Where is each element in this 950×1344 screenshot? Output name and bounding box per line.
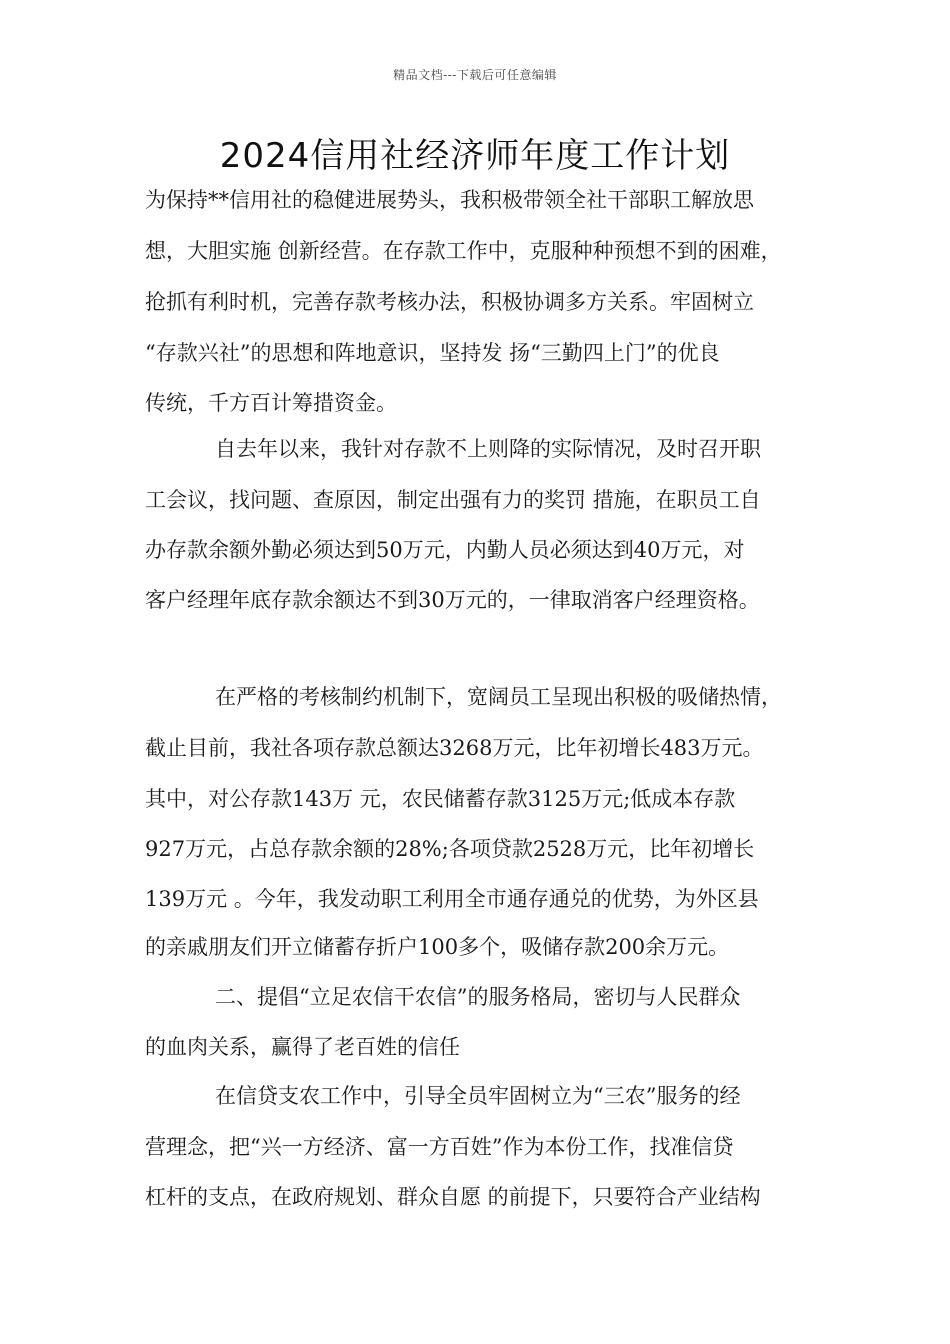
- header-note: 精品文档---下载后可任意编辑: [393, 68, 557, 82]
- text-line: 抢抓有利时机，完善存款考核办法，积极协调多方关系。牢固树立: [145, 290, 754, 314]
- section-heading: 二、提倡“立足农信干农信”的服务格局，密切与人民群众: [215, 985, 741, 1009]
- text-line: 想，大胆实施 创新经营。在存款工作中，克服种种预想不到的困难，: [145, 239, 782, 263]
- text-line: 办存款余额外勤必须达到50万元，内勤人员必须达到40万元，对: [145, 538, 745, 562]
- section-heading: 的血肉关系，赢得了老百姓的信任: [145, 1035, 460, 1059]
- text-line: 营理念，把“兴一方经济、富一方百姓”作为本份工作，找准信贷: [145, 1135, 734, 1159]
- text-line: 927万元，占总存款余额的28%;各项贷款2528万元，比年初增长: [145, 837, 755, 861]
- text-line: 的亲戚朋友们开立储蓄存折户100多个，吸储存款200余万元。: [145, 935, 730, 959]
- text-line: 其中，对公存款143万 元，农民储蓄存款3125万元;低成本存款: [145, 787, 736, 811]
- text-line: 在信贷支农工作中，引导全员牢固树立为“三农”服务的经: [215, 1084, 741, 1108]
- text-line: 在严格的考核制约机制下，宽阔员工呈现出积极的吸储热情，: [215, 685, 782, 709]
- text-line: 杠杆的支点，在政府规划、群众自愿 的前提下，只要符合产业结构: [145, 1185, 761, 1209]
- text-line: 工会议，找问题、查原因，制定出强有力的奖罚 措施，在职员工自: [145, 488, 761, 512]
- page-title: 2024信用社经济师年度工作计划: [219, 136, 731, 176]
- text-line: 自去年以来，我针对存款不上则降的实际情况，及时召开职: [215, 437, 761, 461]
- text-line: 传统，千方百计筹措资金。: [145, 391, 397, 415]
- text-line: 客户经理年底存款余额达不到30万元的，一律取消客户经理资格。: [145, 588, 760, 612]
- text-line: “存款兴社”的思想和阵地意识，坚持发 扬“三勤四上门”的优良: [145, 341, 720, 365]
- text-line: 139万元 。今年，我发动职工利用全市通存通兑的优势，为外区县: [145, 887, 759, 911]
- text-line: 为保持**信用社的稳健进展势头，我积极带领全社干部职工解放思: [145, 188, 754, 212]
- text-line: 截止目前，我社各项存款总额达3268万元，比年初增长483万元。: [145, 736, 764, 760]
